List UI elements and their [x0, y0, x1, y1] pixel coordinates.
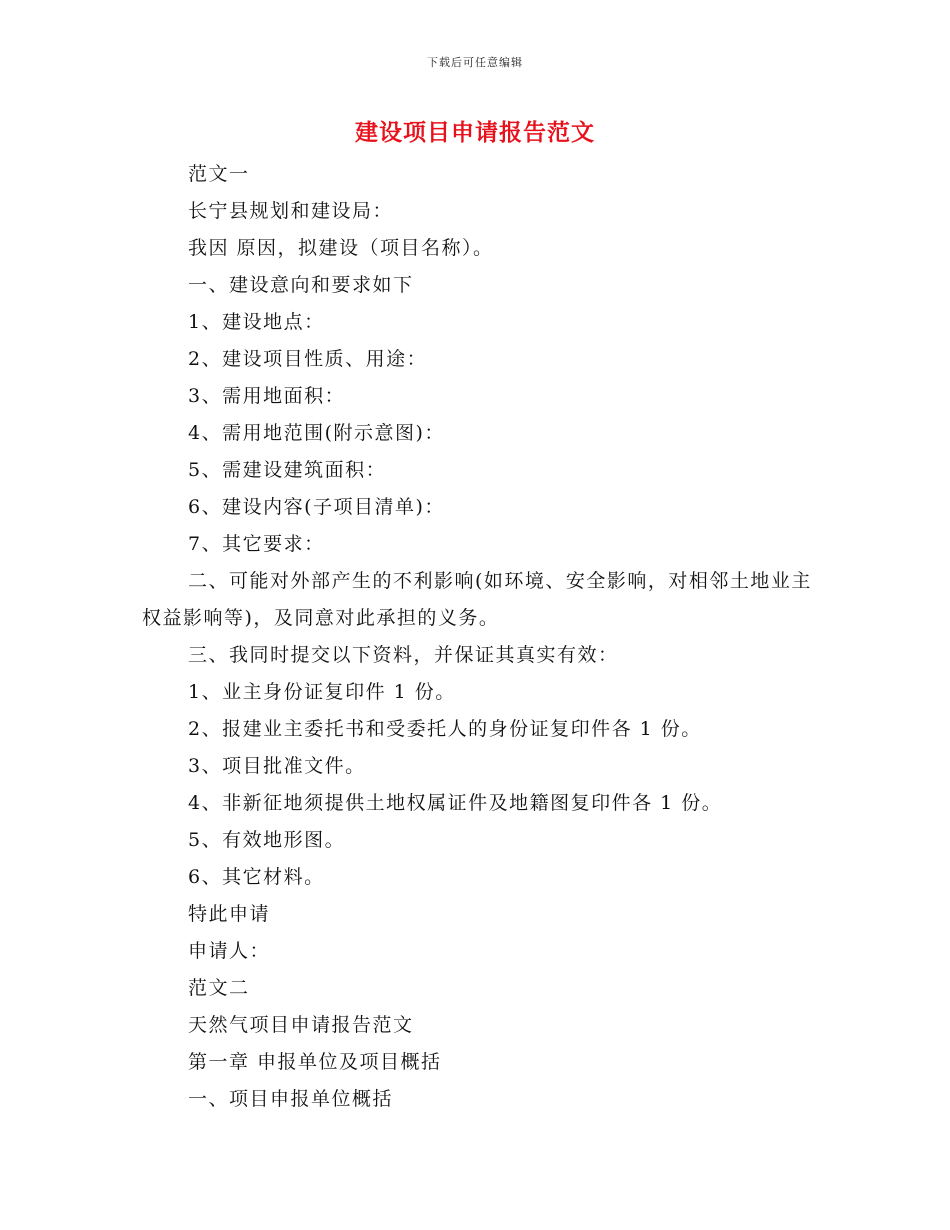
- paragraph: 5、有效地形图。: [188, 829, 346, 851]
- paragraph: 二、可能对外部产生的不利影响(如环境、安全影响，对相邻土地业主权益影响等)，及同意对此承担的义务。: [142, 570, 812, 629]
- paragraph: 申请人：: [188, 940, 271, 962]
- paragraph: 2、报建业主委托书和受委托人的身份证复印件各 1 份。: [188, 718, 702, 740]
- paragraph: 3、项目批准文件。: [188, 755, 366, 777]
- paragraph: 4、需用地范围(附示意图)：: [188, 422, 445, 444]
- paragraph: 范文二: [188, 977, 250, 999]
- paragraph: 长宁县规划和建设局：: [188, 200, 394, 222]
- paragraph: 6、其它材料。: [188, 866, 325, 888]
- paragraph: 我因 原因，拟建设（项目名称）。: [188, 237, 494, 259]
- header-note: 下载后可任意编辑: [427, 56, 523, 69]
- paragraph: 6、建设内容(子项目清单)：: [188, 496, 445, 518]
- paragraph: 2、建设项目性质、用途：: [188, 348, 428, 370]
- paragraph: 4、非新征地须提供土地权属证件及地籍图复印件各 1 份。: [188, 792, 723, 814]
- paragraph: 三、我同时提交以下资料，并保证其真实有效：: [188, 644, 619, 666]
- paragraph: 天然气项目申请报告范文: [188, 1014, 414, 1036]
- paragraph: 第一章 申报单位及项目概括: [188, 1051, 442, 1073]
- paragraph: 特此申请: [188, 903, 271, 925]
- paragraph: 一、项目申报单位概括: [188, 1088, 394, 1110]
- document-title: 建设项目申请报告范文: [355, 119, 595, 146]
- paragraph: 7、其它要求：: [188, 533, 325, 555]
- paragraph: 3、需用地面积：: [188, 385, 346, 407]
- document-body: [142, 156, 822, 1118]
- paragraph: 范文一: [188, 163, 250, 185]
- paragraph: 1、业主身份证复印件 1 份。: [188, 681, 456, 703]
- paragraph: 1、建设地点：: [188, 311, 325, 333]
- paragraph: 一、建设意向和要求如下: [188, 274, 414, 296]
- paragraph: 5、需建设建筑面积：: [188, 459, 387, 481]
